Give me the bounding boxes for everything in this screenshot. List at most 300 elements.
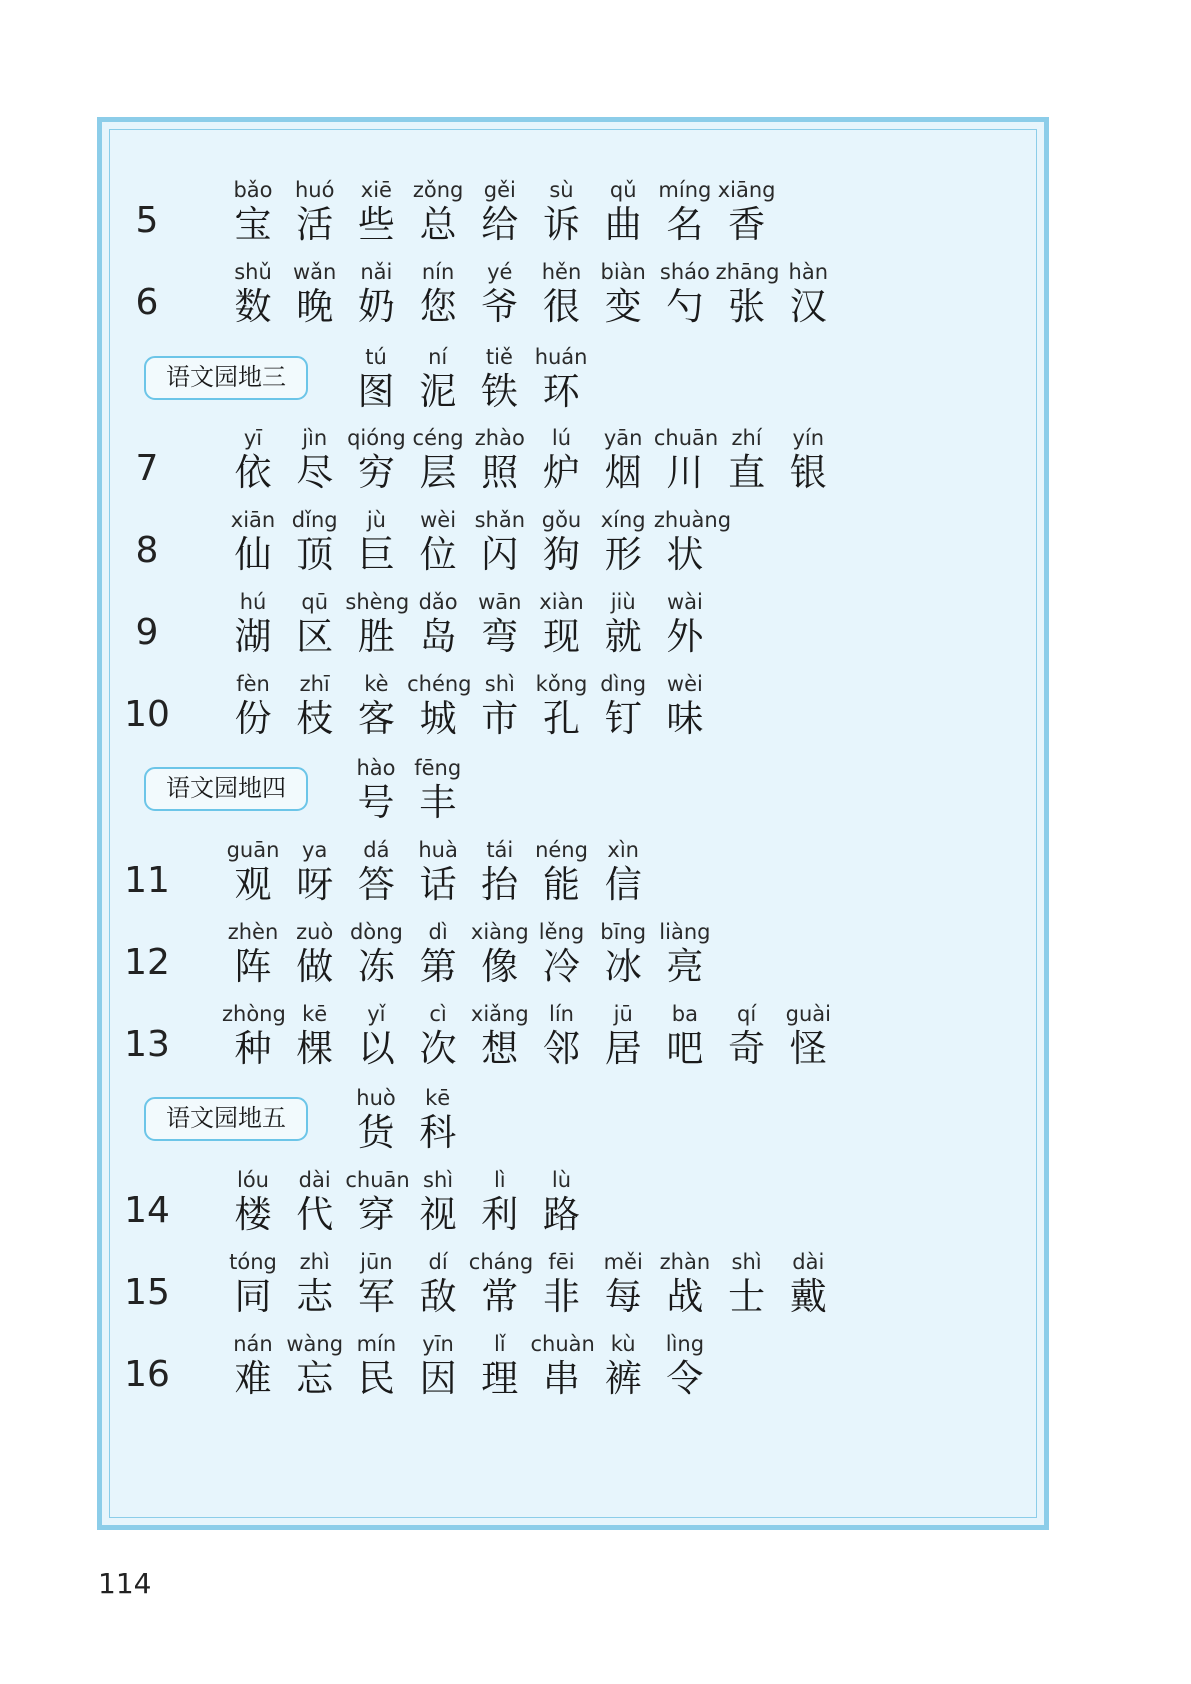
garden-badge: 语文园地四 — [144, 767, 308, 811]
pinyin: xiāng — [717, 178, 776, 202]
character-cell — [345, 344, 407, 414]
character-cell — [407, 507, 469, 577]
character-cell — [592, 507, 654, 577]
character-cell — [222, 507, 284, 577]
character-cell — [222, 177, 284, 247]
hanzi: 狗 — [543, 533, 580, 576]
hanzi: 邻 — [543, 1027, 580, 1070]
character-cell — [654, 1001, 716, 1071]
character-cell — [469, 671, 531, 741]
character-cell — [592, 671, 654, 741]
pinyin: lǐ — [493, 1332, 506, 1356]
garden-badge: 语文园地五 — [144, 1097, 308, 1141]
pinyin: zǒng — [412, 178, 464, 202]
lesson-row — [102, 177, 1044, 247]
character-cell — [407, 589, 469, 659]
pinyin: kǒng — [535, 672, 588, 696]
pinyin: shèng — [345, 590, 410, 614]
hanzi: 裤 — [604, 1357, 642, 1400]
pinyin: yǐ — [367, 1002, 386, 1026]
pinyin: jūn — [360, 1250, 393, 1274]
lesson-number: 14 — [124, 1190, 170, 1231]
hanzi: 冷 — [543, 945, 580, 988]
pinyin: jù — [366, 508, 386, 532]
pinyin: lěng — [538, 920, 585, 944]
hanzi: 名 — [666, 203, 704, 246]
character-cell — [592, 177, 654, 247]
character-cell — [407, 344, 469, 414]
lesson-row — [102, 837, 1044, 907]
vocabulary-table-frame — [97, 117, 1049, 1530]
character-cell — [284, 837, 346, 907]
character-cell — [469, 1001, 531, 1071]
hanzi: 爷 — [481, 285, 519, 328]
character-cell — [407, 755, 469, 825]
character-cell — [530, 344, 592, 414]
character-cell — [654, 1249, 716, 1319]
pinyin: xiān — [230, 508, 276, 532]
character-cell — [407, 1085, 469, 1155]
character-cell — [777, 1249, 839, 1319]
hanzi: 因 — [419, 1357, 457, 1400]
character-cell — [654, 919, 716, 989]
character-cell — [345, 1085, 407, 1155]
pinyin: cháng — [468, 1250, 534, 1274]
pinyin: wèi — [666, 672, 703, 696]
lesson-row — [102, 1167, 1044, 1237]
pinyin: biàn — [600, 260, 646, 284]
character-cell — [469, 425, 531, 495]
hanzi: 层 — [419, 451, 457, 494]
pinyin: huó — [294, 178, 335, 202]
pinyin: lì — [493, 1168, 506, 1192]
character-cell — [653, 425, 719, 495]
hanzi: 像 — [481, 945, 519, 988]
pinyin: shì — [423, 1168, 454, 1192]
pinyin: wǎn — [293, 260, 337, 284]
character-cell — [654, 1331, 716, 1401]
character-cell — [222, 589, 284, 659]
hanzi: 穷 — [357, 451, 395, 494]
character-cell — [345, 1167, 410, 1237]
hanzi: 号 — [357, 781, 395, 824]
hanzi: 曲 — [604, 203, 642, 246]
character-cell — [284, 671, 346, 741]
lesson-number: 16 — [124, 1354, 170, 1395]
hanzi: 胜 — [357, 615, 395, 658]
character-cell — [592, 1249, 654, 1319]
character-cell — [654, 259, 716, 329]
character-cell — [592, 259, 654, 329]
hanzi: 些 — [357, 203, 395, 246]
hanzi: 第 — [419, 945, 457, 988]
lesson-number: 8 — [135, 530, 159, 571]
pinyin: jū — [613, 1002, 633, 1026]
hanzi: 孔 — [543, 697, 580, 740]
character-cell — [531, 425, 593, 495]
pinyin: hú — [239, 590, 267, 614]
character-cell — [345, 589, 410, 659]
hanzi: 环 — [542, 370, 580, 413]
character-cell — [716, 1001, 778, 1071]
character-cell — [654, 589, 716, 659]
pinyin: xiàn — [539, 590, 584, 614]
hanzi: 给 — [481, 203, 519, 246]
pinyin: lóu — [237, 1168, 269, 1192]
hanzi: 想 — [481, 1027, 519, 1070]
character-cell — [468, 1249, 534, 1319]
pinyin: nǎi — [360, 260, 393, 284]
hanzi: 抬 — [481, 863, 519, 906]
character-cell — [716, 259, 778, 329]
pinyin: guān — [226, 838, 280, 862]
character-cell — [345, 425, 407, 495]
hanzi: 外 — [666, 615, 704, 658]
pinyin: ya — [302, 838, 328, 862]
pinyin: dòng — [349, 920, 403, 944]
pinyin: dìng — [600, 672, 647, 696]
pinyin: yé — [487, 260, 513, 284]
pinyin: fèn — [236, 672, 270, 696]
lesson-row — [102, 919, 1044, 989]
pinyin: shǎn — [474, 508, 526, 532]
hanzi: 直 — [728, 451, 766, 494]
pinyin: lín — [549, 1002, 574, 1026]
pinyin: hào — [356, 756, 396, 780]
character-cell — [531, 1249, 593, 1319]
character-cell — [345, 1001, 407, 1071]
page-number: 114 — [98, 1567, 152, 1600]
hanzi: 敌 — [419, 1275, 457, 1318]
hanzi: 信 — [604, 863, 642, 906]
character-cell — [345, 755, 407, 825]
character-cell — [284, 1001, 346, 1071]
hanzi: 路 — [543, 1193, 580, 1236]
pinyin: yín — [792, 426, 825, 450]
hanzi: 奶 — [357, 285, 395, 328]
hanzi: 民 — [357, 1357, 395, 1400]
character-cell — [407, 259, 469, 329]
character-cell — [531, 1331, 593, 1401]
pinyin: cì — [429, 1002, 447, 1026]
pinyin: zhàn — [659, 1250, 711, 1274]
character-cell — [469, 1331, 531, 1401]
pinyin: chuàn — [530, 1332, 595, 1356]
character-cell — [592, 1331, 654, 1401]
pinyin: dǐng — [291, 508, 338, 532]
hanzi: 奇 — [728, 1027, 766, 1070]
lesson-number: 15 — [124, 1272, 170, 1313]
hanzi: 市 — [481, 697, 519, 740]
hanzi: 楼 — [234, 1193, 272, 1236]
character-cell — [777, 425, 839, 495]
character-cell — [284, 919, 346, 989]
pinyin: chuān — [653, 426, 719, 450]
character-cell — [592, 1001, 654, 1071]
hanzi: 图 — [357, 370, 395, 413]
character-cell — [345, 1249, 407, 1319]
pinyin: dí — [428, 1250, 448, 1274]
garden-row — [102, 755, 1044, 825]
hanzi: 吧 — [666, 1027, 704, 1070]
hanzi: 岛 — [419, 615, 457, 658]
hanzi: 棵 — [296, 1027, 334, 1070]
lesson-number: 7 — [135, 448, 159, 489]
hanzi: 呀 — [296, 863, 334, 906]
hanzi: 烟 — [604, 451, 642, 494]
pinyin: hàn — [788, 260, 829, 284]
hanzi: 以 — [357, 1027, 395, 1070]
character-cell — [469, 259, 531, 329]
pinyin: yī — [243, 426, 263, 450]
hanzi: 观 — [234, 863, 272, 906]
pinyin: zhèn — [227, 920, 279, 944]
hanzi: 尽 — [296, 451, 334, 494]
hanzi: 份 — [234, 697, 272, 740]
character-cell — [222, 1331, 284, 1401]
character-cell — [407, 837, 469, 907]
pinyin: dá — [363, 838, 390, 862]
pinyin: bīng — [600, 920, 647, 944]
hanzi: 勺 — [666, 285, 704, 328]
pinyin: céng — [412, 426, 464, 450]
hanzi: 同 — [234, 1275, 272, 1318]
hanzi: 怪 — [789, 1027, 827, 1070]
pinyin: kē — [425, 1086, 451, 1110]
character-cell — [592, 919, 654, 989]
hanzi: 利 — [481, 1193, 519, 1236]
hanzi: 钉 — [604, 697, 642, 740]
character-cell — [469, 507, 531, 577]
character-cell — [469, 837, 531, 907]
lesson-row — [102, 259, 1044, 329]
character-cell — [531, 177, 593, 247]
pinyin: zhāng — [715, 260, 780, 284]
character-cell — [469, 177, 531, 247]
character-cell — [654, 671, 716, 741]
hanzi: 活 — [296, 203, 334, 246]
hanzi: 张 — [728, 285, 766, 328]
pinyin: wàng — [286, 1332, 344, 1356]
pinyin: qí — [737, 1002, 757, 1026]
character-cell — [654, 177, 716, 247]
hanzi: 战 — [666, 1275, 704, 1318]
lesson-row — [102, 1331, 1044, 1401]
character-cell — [468, 344, 530, 414]
character-cell — [345, 259, 407, 329]
pinyin: chéng — [407, 672, 472, 696]
pinyin: qū — [301, 590, 328, 614]
hanzi: 理 — [481, 1357, 519, 1400]
hanzi: 数 — [234, 285, 272, 328]
character-cell — [407, 1249, 469, 1319]
character-cell — [284, 425, 346, 495]
character-cell — [345, 177, 407, 247]
character-cell — [592, 425, 654, 495]
pinyin: xìn — [607, 838, 639, 862]
hanzi: 阵 — [234, 945, 272, 988]
pinyin: qǔ — [609, 178, 637, 202]
pinyin: tú — [365, 345, 387, 369]
hanzi: 亮 — [666, 945, 704, 988]
character-cell — [345, 507, 407, 577]
lesson-row — [102, 507, 1044, 577]
character-cell — [284, 1167, 346, 1237]
pinyin: nán — [233, 1332, 273, 1356]
character-cell — [222, 1001, 284, 1071]
garden-row — [102, 344, 1044, 414]
character-cell — [222, 259, 284, 329]
hanzi: 货 — [357, 1111, 395, 1154]
character-cell — [407, 1167, 469, 1237]
hanzi: 形 — [604, 533, 642, 576]
character-cell — [592, 837, 654, 907]
pinyin: sháo — [659, 260, 710, 284]
character-cell — [531, 919, 593, 989]
pinyin: xiàng — [470, 920, 529, 944]
character-cell — [407, 919, 469, 989]
pinyin: nín — [421, 260, 455, 284]
character-cell — [407, 1001, 469, 1071]
character-cell — [284, 259, 346, 329]
hanzi: 令 — [666, 1357, 704, 1400]
lesson-number: 10 — [124, 694, 170, 735]
hanzi: 冻 — [357, 945, 395, 988]
hanzi: 巨 — [357, 533, 395, 576]
character-cell — [345, 671, 407, 741]
lesson-number: 11 — [124, 860, 170, 901]
pinyin: huò — [356, 1086, 396, 1110]
pinyin: xiē — [360, 178, 392, 202]
pinyin: shǔ — [234, 260, 272, 284]
pinyin: liàng — [659, 920, 711, 944]
hanzi: 每 — [604, 1275, 642, 1318]
hanzi: 代 — [296, 1193, 334, 1236]
pinyin: chuān — [345, 1168, 410, 1192]
pinyin: hěn — [541, 260, 582, 284]
hanzi: 诉 — [543, 203, 580, 246]
character-cell — [531, 507, 593, 577]
hanzi: 视 — [419, 1193, 457, 1236]
hanzi: 炉 — [543, 451, 580, 494]
hanzi: 就 — [604, 615, 642, 658]
hanzi: 仙 — [234, 533, 272, 576]
pinyin: wān — [478, 590, 522, 614]
hanzi: 晚 — [296, 285, 334, 328]
garden-row — [102, 1085, 1044, 1155]
pinyin: zhì — [299, 1250, 330, 1274]
hanzi: 难 — [234, 1357, 272, 1400]
lesson-number: 6 — [135, 282, 159, 323]
character-cell — [777, 1001, 839, 1071]
pinyin: jìn — [302, 426, 328, 450]
pinyin: huán — [534, 345, 588, 369]
hanzi: 总 — [419, 203, 457, 246]
hanzi: 非 — [543, 1275, 580, 1318]
pinyin: tóng — [229, 1250, 277, 1274]
hanzi: 次 — [419, 1027, 457, 1070]
pinyin: shì — [484, 672, 515, 696]
pinyin: lú — [551, 426, 572, 450]
character-cell — [345, 837, 407, 907]
character-cell — [222, 837, 284, 907]
lesson-row — [102, 425, 1044, 495]
pinyin: míng — [658, 178, 712, 202]
hanzi: 现 — [543, 615, 580, 658]
hanzi: 常 — [481, 1275, 519, 1318]
pinyin: zhào — [474, 426, 525, 450]
pinyin: fēng — [414, 756, 462, 780]
garden-badge: 语文园地三 — [144, 356, 308, 400]
character-cell — [284, 1249, 346, 1319]
pinyin: kē — [302, 1002, 328, 1026]
hanzi: 客 — [357, 697, 395, 740]
character-cell — [531, 1167, 593, 1237]
hanzi: 士 — [728, 1275, 766, 1318]
pinyin: tiě — [485, 345, 513, 369]
hanzi: 戴 — [789, 1275, 827, 1318]
pinyin: kù — [610, 1332, 636, 1356]
pinyin: zhí — [731, 426, 762, 450]
pinyin: xiǎng — [470, 1002, 529, 1026]
pinyin: yān — [603, 426, 643, 450]
pinyin: ní — [428, 345, 448, 369]
hanzi: 忘 — [296, 1357, 334, 1400]
pinyin: dǎo — [418, 590, 458, 614]
hanzi: 能 — [543, 863, 580, 906]
pinyin: bǎo — [233, 178, 273, 202]
pinyin: sù — [549, 178, 574, 202]
pinyin: dài — [298, 1168, 331, 1192]
hanzi: 居 — [604, 1027, 642, 1070]
character-cell — [345, 919, 407, 989]
hanzi: 闪 — [481, 533, 519, 576]
lesson-row — [102, 671, 1044, 741]
hanzi: 宝 — [234, 203, 272, 246]
hanzi: 顶 — [296, 533, 334, 576]
hanzi: 丰 — [419, 781, 457, 824]
character-cell — [345, 1331, 407, 1401]
character-cell — [531, 1001, 593, 1071]
character-cell — [469, 919, 531, 989]
character-cell — [407, 1331, 469, 1401]
hanzi: 汉 — [789, 285, 827, 328]
pinyin: gěi — [483, 178, 516, 202]
character-cell — [284, 507, 346, 577]
pinyin: tái — [486, 838, 514, 862]
character-cell — [284, 1331, 346, 1401]
pinyin: yīn — [422, 1332, 454, 1356]
character-cell — [469, 589, 531, 659]
hanzi: 变 — [604, 285, 642, 328]
pinyin: mín — [356, 1332, 397, 1356]
character-cell — [653, 507, 732, 577]
hanzi: 冰 — [604, 945, 642, 988]
lesson-row — [102, 589, 1044, 659]
character-cell — [531, 837, 593, 907]
pinyin: xíng — [600, 508, 646, 532]
pinyin: zuò — [296, 920, 334, 944]
character-cell — [407, 671, 472, 741]
pinyin: ba — [671, 1002, 698, 1026]
character-cell — [716, 177, 778, 247]
character-cell — [222, 919, 284, 989]
pinyin: guài — [785, 1002, 831, 1026]
hanzi: 味 — [666, 697, 704, 740]
hanzi: 川 — [666, 451, 704, 494]
pinyin: néng — [535, 838, 588, 862]
pinyin: zhī — [299, 672, 330, 696]
